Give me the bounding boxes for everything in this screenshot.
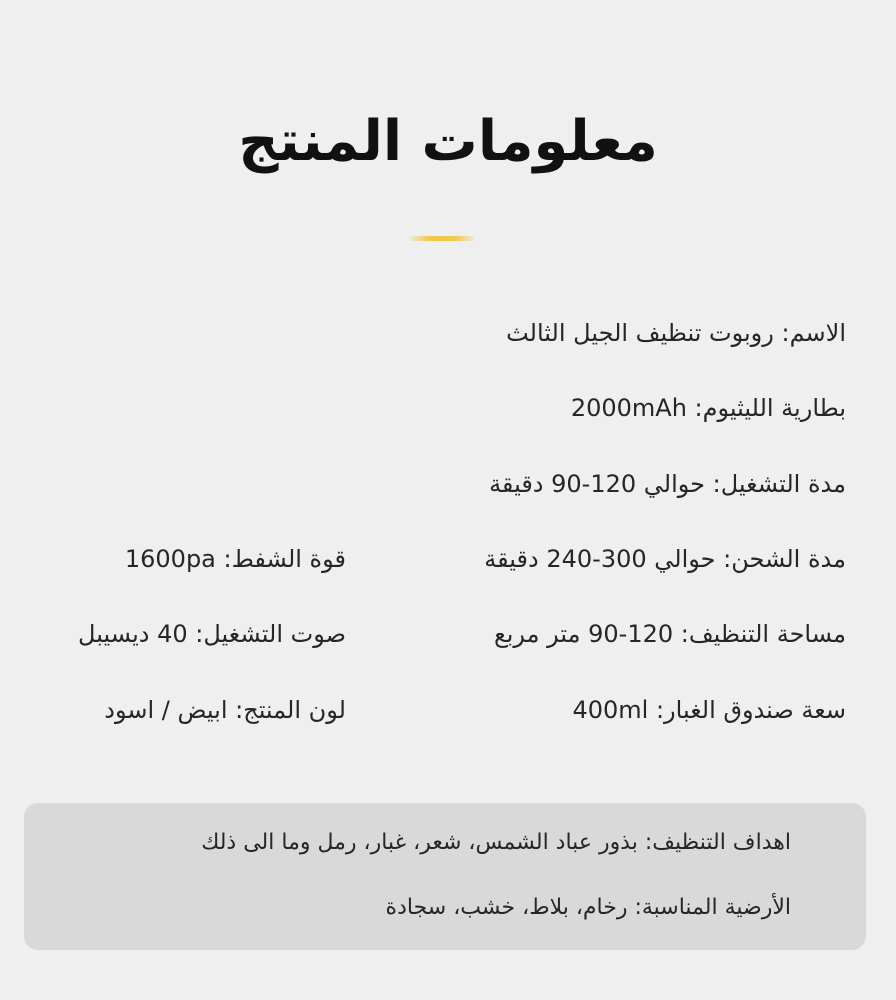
- spec-charge-time: مدة الشحن: حوالي 300-240 دقيقة: [484, 545, 846, 573]
- spec-cleaning-area: مساحة التنظيف: 120-90 متر مربع: [493, 620, 846, 648]
- note-cleaning-targets: اهداف التنظيف: بذور عباد الشمس، شعر، غبار، رمل وما الى ذلك: [201, 830, 791, 855]
- spec-suction-power: قوة الشفط: 1600pa: [124, 545, 346, 573]
- notes-box: [24, 803, 866, 950]
- spec-noise-level: صوت التشغيل: 40 ديسيبل: [78, 620, 346, 648]
- spec-name: الاسم: روبوت تنظيف الجيل الثالث: [506, 319, 846, 347]
- spec-dust-box: سعة صندوق الغبار: 400ml: [572, 696, 846, 724]
- spec-product-color: لون المنتج: ابيض / اسود: [104, 696, 346, 724]
- note-suitable-floors: الأرضية المناسبة: رخام، بلاط، خشب، سجادة: [385, 895, 791, 920]
- spec-run-time: مدة التشغيل: حوالي 120-90 دقيقة: [489, 470, 846, 498]
- page-title: معلومات المنتج: [238, 109, 658, 174]
- title-divider: [410, 236, 474, 241]
- spec-battery: بطارية الليثيوم: 2000mAh: [570, 394, 846, 422]
